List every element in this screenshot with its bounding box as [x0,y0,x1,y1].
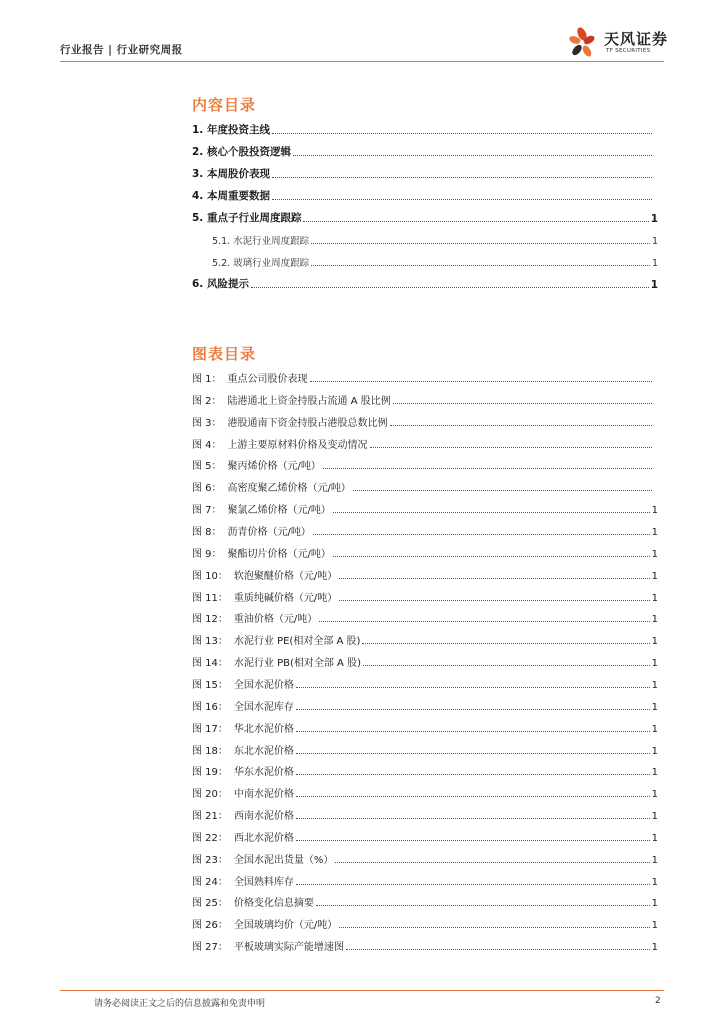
figure-title: 陆港通北上资金持股占流通 A 股比例 [227,395,391,407]
figure-number: 图 17： [192,723,228,735]
figure-list-item[interactable] [192,544,658,560]
figure-title: 港股通南下资金持股占港股总数比例 [227,417,388,429]
dot-leader [272,132,652,134]
figure-list-item[interactable] [192,588,658,604]
flower-logo-icon [568,26,596,58]
report-category: 行业报告 | 行业研究周报 [60,44,183,56]
figure-page: 1 [651,570,658,582]
figure-number: 图 11： [192,592,228,604]
figure-title: 水泥行业 PE(相对全部 A 股) [233,636,361,648]
dot-leader [296,773,650,775]
figure-title: 华东水泥价格 [233,767,294,779]
toc-item-page: 1 [651,236,658,247]
dot-leader [333,555,650,557]
figure-title: 全国熟料库存 [233,876,294,888]
figure-page: 1 [651,592,658,604]
figure-list-item[interactable] [192,522,658,538]
figure-page: 1 [651,832,658,844]
contents-title: 内容目录 [192,96,257,114]
figure-list-item[interactable] [192,784,658,800]
figure-list-item[interactable] [192,631,658,647]
figures-title: 图表目录 [192,345,257,363]
figure-title: 中南水泥价格 [233,789,294,801]
toc-item-text: 5. 重点子行业周度跟踪 [192,212,302,224]
toc-item-text: 2. 核心个股投资逻辑 [192,146,291,158]
figure-number: 图 15： [192,679,228,691]
figure-list-item[interactable] [192,675,658,691]
figure-page: 1 [651,745,658,757]
figure-list-item[interactable] [192,697,658,713]
figure-list-item[interactable] [192,762,658,778]
dot-leader [296,883,650,885]
toc-item-text: 1. 年度投资主线 [192,124,270,136]
figure-number: 图 19： [192,767,228,779]
figure-page: 1 [651,898,658,910]
toc-item[interactable] [192,165,658,181]
figure-list-item[interactable] [192,915,658,931]
dot-leader [251,286,649,288]
toc-item-text: 5.2. 玻璃行业周度跟踪 [212,258,310,269]
dot-leader [393,402,652,404]
dot-leader [272,176,652,178]
figure-title: 沥青价格（元/吨） [227,527,311,538]
figure-number: 图 4： [192,439,222,451]
dot-leader [296,839,650,841]
figure-title: 高密度聚乙烯价格（元/吨） [227,483,351,495]
dot-leader [339,599,649,601]
dot-leader [296,817,650,819]
figure-title: 华北水泥价格 [233,723,294,735]
figure-number: 图 12： [192,614,228,626]
figure-page: 1 [651,548,658,560]
figure-list-item[interactable] [192,850,658,866]
footer-disclaimer: 请务必阅读正文之后的信息披露和免责申明 [94,999,266,1009]
dot-leader [296,730,650,732]
dot-leader [346,948,650,950]
figure-page: 1 [651,658,658,669]
toc-item[interactable] [192,209,658,225]
figure-number: 图 1： [192,374,222,385]
figure-number: 图 18： [192,745,228,757]
figure-page: 1 [651,505,658,517]
figure-page: 1 [651,767,658,779]
dot-leader [333,511,650,513]
toc-subitem[interactable] [212,231,658,247]
figure-list-item[interactable] [192,369,658,385]
figure-number: 图 5： [192,461,222,473]
figure-list-item[interactable] [192,806,658,822]
figure-list-item[interactable] [192,828,658,844]
figure-list-item[interactable] [192,456,658,472]
figure-title: 重质纯碱价格（元/吨） [233,592,338,604]
figure-title: 重点公司股价表现 [227,374,308,385]
figure-number: 图 7： [192,505,222,517]
figure-number: 图 26： [192,920,228,932]
figure-title: 全国玻璃均价（元/吨） [233,920,338,932]
figure-list-item[interactable] [192,653,658,669]
figure-list-item[interactable] [192,478,658,494]
dot-leader [313,533,650,535]
dot-leader [339,577,649,579]
dot-leader [335,861,649,863]
dot-leader [362,642,649,644]
figure-list-item[interactable] [192,872,658,888]
figure-number: 图 25： [192,898,228,910]
dot-leader [293,154,652,156]
dot-leader [272,198,652,200]
figure-title: 西南水泥价格 [233,811,294,822]
dot-leader [319,620,649,622]
figure-number: 图 8： [192,527,222,538]
figure-list-item[interactable] [192,937,658,953]
figure-list-item[interactable] [192,413,658,429]
figure-number: 图 3： [192,417,222,429]
figure-page: 1 [651,942,658,954]
figure-page: 1 [651,723,658,735]
figure-number: 图 13： [192,636,228,648]
figure-number: 图 24： [192,876,228,888]
figure-page: 1 [651,679,658,691]
figure-list-item[interactable] [192,435,658,451]
dot-leader [311,242,650,244]
toc-item-text: 6. 风险提示 [192,278,249,290]
toc-item[interactable] [192,121,658,137]
footer-divider [60,990,664,991]
figure-page: 1 [651,701,658,713]
figure-page: 1 [651,876,658,888]
figure-title: 全国水泥出货量（%） [233,854,334,866]
figure-title: 聚丙烯价格（元/吨） [227,461,321,473]
figure-number: 图 23： [192,854,228,866]
dot-leader [296,708,650,710]
logo-name: 天风证券 [604,30,669,48]
dot-leader [316,904,650,906]
figure-number: 图 2： [192,395,222,407]
toc-item-text: 3. 本周股价表现 [192,168,270,180]
dot-leader [310,380,652,382]
figure-list-item[interactable] [192,391,658,407]
dot-leader [311,264,650,266]
figure-title: 聚氯乙烯价格（元/吨） [227,505,331,517]
figure-number: 图 14： [192,658,228,669]
dot-leader [390,424,652,426]
dot-leader [296,795,650,797]
dot-leader [296,752,650,754]
dot-leader [339,926,649,928]
dot-leader [323,467,652,469]
dot-leader [303,220,648,222]
figure-title: 西北水泥价格 [233,832,294,844]
figure-page: 1 [651,854,658,866]
figure-list-item[interactable] [192,893,658,909]
toc-item-text: 5.1. 水泥行业周度跟踪 [212,236,310,247]
toc-item[interactable] [192,187,658,203]
dot-leader [363,664,650,666]
figure-page: 1 [651,789,658,801]
toc-item-page: 1 [651,258,658,269]
figure-number: 图 10： [192,570,228,582]
dot-leader [370,446,652,448]
figure-page: 1 [651,920,658,932]
header-divider [60,61,664,62]
figure-page: 1 [651,614,658,626]
figure-number: 图 20： [192,789,228,801]
figure-title: 重油价格（元/吨） [233,614,318,626]
figure-title: 软泡聚醚价格（元/吨） [233,570,338,582]
figure-title: 上游主要原材料价格及变动情况 [227,439,368,451]
page-number: 2 [655,996,661,1006]
figure-number: 图 22： [192,832,228,844]
toc-item-text: 4. 本周重要数据 [192,190,270,202]
figure-number: 图 9： [192,548,222,560]
figure-list-item[interactable] [192,719,658,735]
figure-page: 1 [651,527,658,538]
figure-page: 1 [651,636,658,648]
figure-number: 图 6： [192,483,222,495]
figure-number: 图 27： [192,942,228,954]
toc-subitem[interactable] [212,253,658,269]
figure-page: 1 [651,811,658,822]
toc-item[interactable] [192,143,658,159]
figure-title: 价格变化信息摘要 [233,898,314,910]
figure-list-item[interactable] [192,500,658,516]
figure-title: 全国水泥库存 [233,701,294,713]
figure-title: 平板玻璃实际产能增速图 [233,942,344,954]
logo-subtitle: TF SECURITIES [606,48,651,54]
figure-title: 水泥行业 PB(相对全部 A 股) [233,658,361,669]
toc-item[interactable] [192,275,658,291]
toc-item-page: 1 [650,279,658,291]
dot-leader [353,489,652,491]
figure-list-item[interactable] [192,741,658,757]
figure-list-item[interactable] [192,566,658,582]
figure-title: 全国水泥价格 [233,679,294,691]
figure-title: 聚酯切片价格（元/吨） [227,548,331,560]
figure-list-item[interactable] [192,609,658,625]
figure-number: 图 16： [192,701,228,713]
figure-number: 图 21： [192,811,228,822]
toc-item-page: 1 [650,213,658,225]
dot-leader [296,686,650,688]
figure-title: 东北水泥价格 [233,745,294,757]
